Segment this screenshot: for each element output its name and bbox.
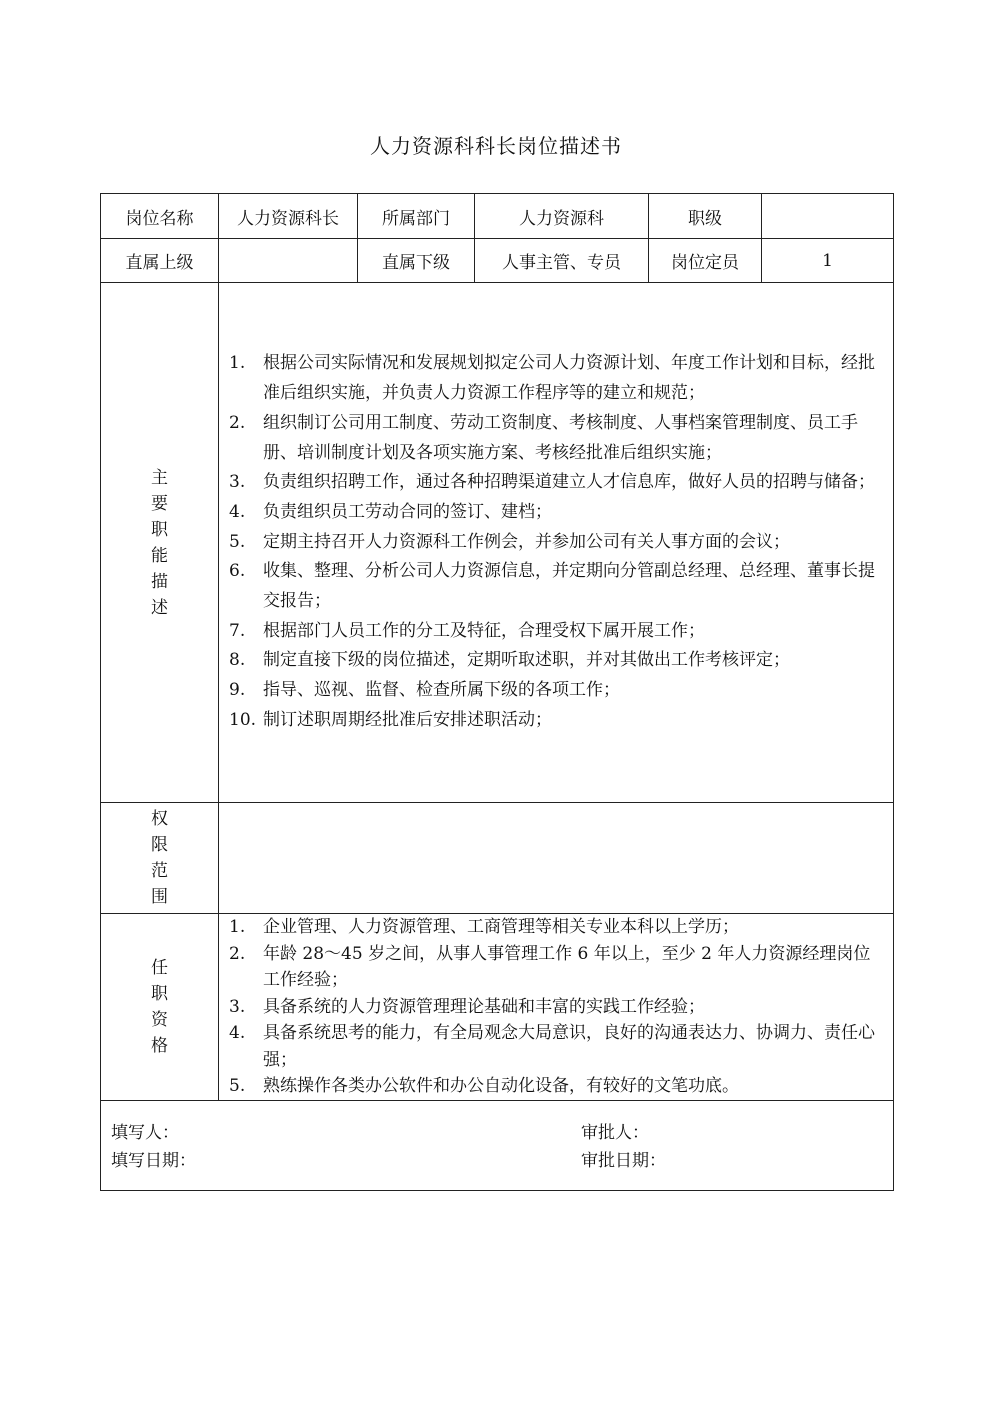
duty-item (219, 349, 893, 408)
qualifications-list (219, 914, 893, 1100)
duties-label: 主要职能描述 (150, 467, 168, 618)
duties-content-cell (219, 283, 894, 803)
signature-block (101, 1101, 893, 1190)
qualifications-label-cell (101, 914, 219, 1101)
duties-row (101, 283, 894, 803)
direct-superior-label: 直属上级 (101, 239, 219, 283)
duty-item-number: 10. (229, 709, 257, 730)
duty-item-number: 7. (229, 620, 246, 641)
duty-item-text: 指导、巡视、监督、检查所属下级的各项工作； (263, 680, 620, 701)
authority-label-cell (101, 803, 219, 914)
job-description-table (100, 193, 894, 1191)
duty-item-number: 8. (229, 650, 246, 671)
authority-content (219, 803, 894, 914)
duty-item-text: 制定直接下级的岗位描述，定期听取述职，并对其做出工作考核评定； (263, 650, 790, 671)
rank-value (762, 194, 894, 239)
duty-item (219, 617, 893, 647)
document-title: 人力资源科科长岗位描述书 (370, 134, 622, 158)
qualifications-content-cell (219, 914, 894, 1101)
qualification-item-text: 熟练操作各类办公软件和办公自动化设备，有较好的文笔功底。 (263, 1076, 739, 1096)
duty-item-text: 负责组织员工劳动合同的签订、建档； (263, 501, 552, 522)
duty-item (219, 528, 893, 558)
header-row-1 (101, 194, 894, 239)
qualification-item (219, 941, 893, 994)
filled-by-label: 填写人： (111, 1122, 179, 1143)
duty-item-text: 定期主持召开人力资源科工作例会，并参加公司有关人事方面的会议； (263, 531, 790, 552)
duty-item-number: 2. (229, 412, 246, 433)
duty-item-text: 负责组织招聘工作，通过各种招聘渠道建立人才信息库，做好人员的招聘与储备； (263, 472, 875, 493)
duty-item-number: 1. (229, 353, 246, 374)
qualification-item-text: 具备系统的人力资源管理理论基础和丰富的实践工作经验； (263, 996, 705, 1017)
filler-block (111, 1119, 196, 1175)
qualification-item (219, 994, 893, 1021)
qualification-item (219, 1020, 893, 1073)
duty-item-number: 5. (229, 531, 246, 552)
position-name-label: 岗位名称 (101, 194, 219, 239)
duty-item-text: 组织制订公司用工制度、劳动工资制度、考核制度、人事档案管理制度、员工手册、培训制度计划及各项实施方案、考核经批准后组织实施； (263, 412, 858, 463)
duty-item-number: 6. (229, 561, 246, 582)
qualification-item-number: 1. (229, 917, 246, 937)
direct-subordinate-value: 人事主管、专员 (475, 239, 649, 283)
duty-item-text: 收集、整理、分析公司人力资源信息，并定期向分管副总经理、总经理、董事长提交报告； (263, 561, 875, 612)
duty-item-text: 根据部门人员工作的分工及特征，合理受权下属开展工作； (263, 620, 705, 641)
department-label: 所属部门 (358, 194, 475, 239)
duty-item-number: 4. (229, 501, 246, 522)
qualification-item-text: 年龄 28～45 岁之间，从事人事管理工作 6 年以上，至少 2 年人力资源经理岗位工作经验； (263, 943, 871, 990)
duty-item (219, 557, 893, 616)
duty-item-number: 9. (229, 680, 246, 701)
duty-item (219, 706, 893, 736)
header-row-2 (101, 239, 894, 283)
duty-item-text: 根据公司实际情况和发展规划拟定公司人力资源计划、年度工作计划和目标，经批准后组织实施，并负责人力资源工作程序等的建立和规范； (263, 353, 875, 404)
qualification-item-number: 5. (229, 1076, 246, 1096)
signature-cell (101, 1100, 894, 1190)
rank-label: 职级 (649, 194, 762, 239)
qualifications-row (101, 914, 894, 1101)
qualification-item-number: 2. (229, 943, 246, 964)
authority-label: 权限范围 (150, 809, 168, 907)
qualifications-label: 任职资格 (150, 957, 168, 1056)
qualification-item-number: 4. (229, 1023, 246, 1043)
qualification-item-number: 3. (229, 996, 246, 1017)
duty-item (219, 468, 893, 498)
duty-item-number: 3. (229, 472, 246, 493)
fill-date-label: 填写日期： (111, 1150, 196, 1171)
duty-item (219, 498, 893, 528)
duty-item (219, 409, 893, 468)
qualification-item-text: 企业管理、人力资源管理、工商管理等相关专业本科以上学历； (263, 917, 739, 937)
direct-superior-value (219, 239, 358, 283)
qualification-item (219, 1073, 893, 1100)
approved-by-label: 审批人： (581, 1122, 649, 1143)
qualification-item (219, 914, 893, 941)
duty-item (219, 676, 893, 706)
position-name-value: 人力资源科长 (219, 194, 358, 239)
duties-list (219, 349, 893, 735)
qualification-item-text: 具备系统思考的能力，有全局观念大局意识，良好的沟通表达力、协调力、责任心强； (263, 1023, 875, 1070)
duty-item (219, 646, 893, 676)
approve-date-label: 审批日期： (581, 1150, 666, 1171)
duty-item-text: 制订述职周期经批准后安排述职活动； (263, 709, 552, 730)
approver-block (581, 1119, 666, 1175)
headcount-label: 岗位定员 (649, 239, 762, 283)
signature-row (101, 1100, 894, 1190)
department-value: 人力资源科 (475, 194, 649, 239)
duties-label-cell (101, 283, 219, 803)
direct-subordinate-label: 直属下级 (358, 239, 475, 283)
headcount-value: 1 (762, 239, 894, 283)
authority-row (101, 803, 894, 914)
